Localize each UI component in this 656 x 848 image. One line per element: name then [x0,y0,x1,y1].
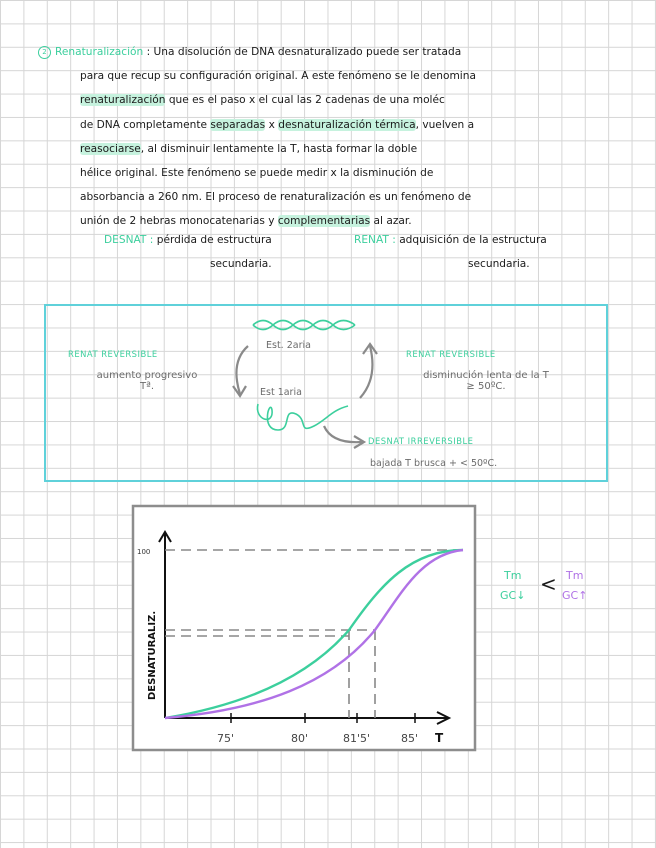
x-tick-label: 81'5' [343,732,371,745]
left-condition-line: aumento progresivo [96,370,198,381]
up-arrow-icon [356,342,382,402]
highlighted-term: desnaturalización térmica [278,118,416,131]
paragraph-line [38,161,642,185]
highlighted-term: reasociarse [80,142,141,155]
paragraph-line [38,137,642,161]
secondary-structure-label: Est. 2aria [266,340,311,351]
paragraph-text: unión de 2 hebras monocatenarias y [80,215,278,228]
paragraph-text: , vuelven a [415,118,475,131]
right-condition-text [386,370,586,392]
desnat-text: pérdida de estructura [156,234,272,246]
paragraph-line [38,88,642,112]
section-title: Renaturalización [55,46,144,58]
right-condition-line: ≥ 50ºC. [466,381,506,392]
paragraph-line [38,185,642,209]
paragraph-text: hélice original. Este fenómeno se puede medir x la disminución de [80,167,434,180]
paragraph-text: que es el paso x el cual las 2 cadenas de una moléc [165,94,445,107]
desnat-irreversible-label: DESNAT IRREVERSIBLE [368,436,474,446]
y-tick-label: 100 [137,548,151,556]
paragraph-text: , al disminuir lentamente la T, hasta formar la doble [140,142,418,155]
paragraph-text: al azar. [370,215,412,228]
highlighted-term: complementarias [277,215,371,228]
renat-label: RENAT : [354,234,396,246]
denaturation-cycle-diagram [44,304,608,482]
tm-high-gc [562,566,587,606]
paragraph-line [38,64,642,88]
desnat-subtext: secundaria. [210,258,272,270]
tm-label: Tm [503,569,522,582]
gc-label: GC↓ [500,589,526,602]
x-axis-label: T [435,731,444,745]
down-arrow-icon [228,344,254,400]
x-tick-label: 85' [401,732,419,745]
left-condition-text [72,370,222,392]
y-axis-label: DESNATURALIZ. [147,610,158,700]
paragraph-text: absorbancia a 260 nm. El proceso de renaturalización es un fenómeno de [80,191,472,204]
paragraph-line [38,209,642,233]
section-number: 2 [38,46,51,59]
gc-label: GC↑ [562,589,588,602]
right-arrow-icon [322,424,368,450]
desnat-definition [104,234,272,270]
paragraph-text: para que recup su configuración original. A este fenómeno se le denomina [80,70,476,83]
renat-reversible-left-label: RENAT REVERSIBLE [68,349,158,359]
paragraph-line [38,113,642,137]
paragraph-text: de DNA completamente [80,118,211,131]
renat-subtext: secundaria. [468,258,530,270]
double-helix-drawing [251,316,361,334]
tm-label: Tm [565,569,584,582]
highlighted-term: separadas [210,118,266,131]
renaturalization-paragraph [38,40,642,234]
highlighted-term: renaturalización [80,94,166,107]
x-tick-label: 75' [217,732,235,745]
x-tick-label: 80' [291,732,309,745]
paragraph-text: Una disolución de DNA desnaturalizado puede ser tratada [153,46,462,58]
paragraph-text: x [265,118,279,131]
left-condition-line: Tª. [140,381,154,392]
paragraph-line: 2 Renaturalización : Una disolución de DNA desnaturalizado puede ser tratada [38,40,642,64]
melting-curve-chart [131,504,477,752]
less-than-symbol: < [540,572,557,596]
primary-structure-label: Est 1aria [260,387,302,398]
right-condition-line: disminución lenta de la T [423,370,549,381]
desnat-label: DESNAT : [104,234,154,246]
renat-reversible-right-label: RENAT REVERSIBLE [406,349,496,359]
renat-text: adquisición de la estructura [399,234,547,246]
renat-definition [354,234,547,270]
irreversible-condition-text: bajada T brusca + < 50ºC. [370,458,498,469]
tm-low-gc [500,566,525,606]
